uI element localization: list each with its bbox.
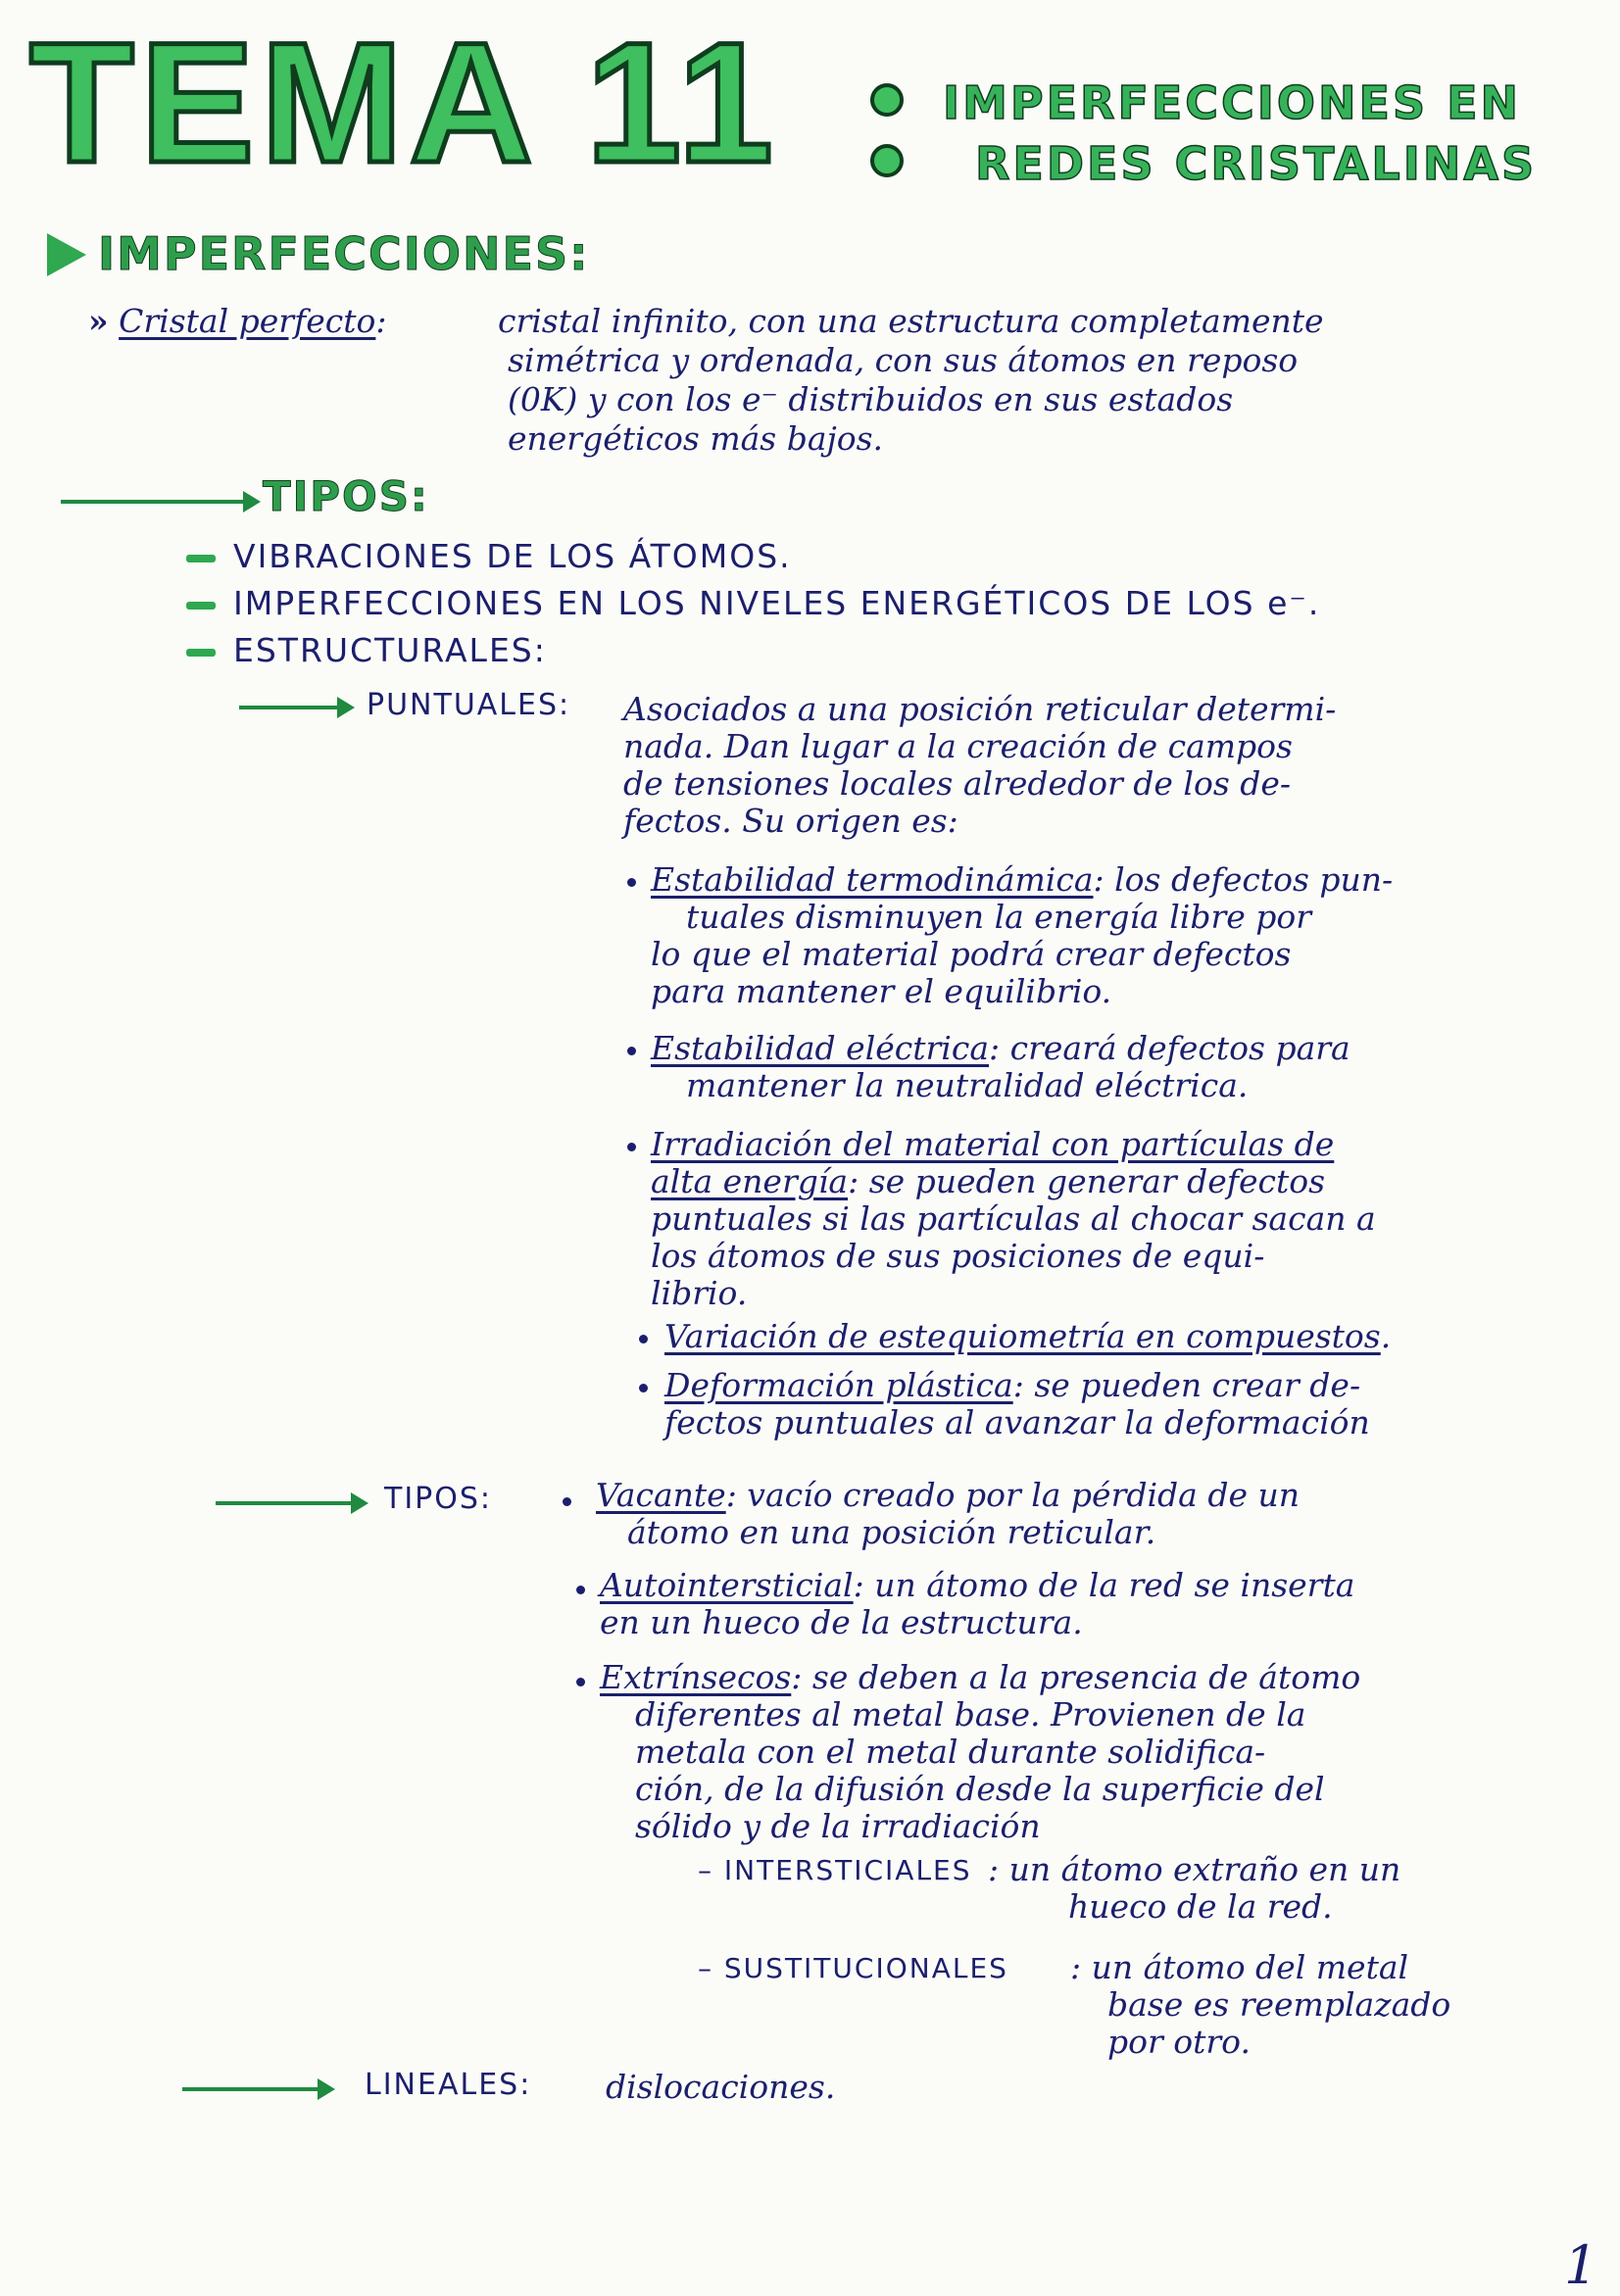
dash-icon — [186, 649, 216, 657]
tipo-item-1: VIBRACIONES DE LOS ÁTOMOS. — [233, 537, 792, 575]
tipo-extrinsecos-line-3: metala con el metal durante solidifica- — [635, 1733, 1266, 1771]
arrow-icon — [239, 706, 349, 709]
puntuales-line-1: Asociados a una posición reticular determi- — [623, 690, 1337, 728]
sub-intersticiales-line-2: hueco de la red. — [1068, 1887, 1333, 1926]
puntuales-line-2: nada. Dan lugar a la creación de campos — [623, 727, 1293, 765]
puntuales-line-3: de tensiones locales alrededor de los de- — [623, 764, 1292, 803]
page-title: TEMA 11 — [29, 8, 779, 199]
bullet-icon — [576, 1678, 585, 1686]
tipo-item-3: ESTRUCTURALES: — [233, 631, 547, 669]
origin-3-line-2: puntuales si las partículas al chocar sacan a — [651, 1199, 1376, 1238]
origin-2-line-2: mantener la neutralidad eléctrica. — [686, 1066, 1249, 1104]
puntuales-line-4: fectos. Su origen es: — [623, 802, 958, 840]
bullet-icon — [563, 1497, 571, 1506]
origin-5-line-2: fectos puntuales al avanzar la deformación — [664, 1403, 1370, 1441]
tipo-vacante: Vacante: vacío creado por la pérdida de un — [596, 1476, 1300, 1514]
triangle-bullet-icon — [47, 233, 86, 276]
lineales-label: LINEALES: — [365, 2068, 532, 2102]
title-colon — [870, 83, 909, 191]
lineales-text: dislocaciones. — [606, 2068, 836, 2106]
origin-3-line-3: los átomos de sus posiciones de equi- — [651, 1237, 1265, 1275]
cristal-term: Cristal perfecto — [119, 302, 376, 340]
sub-intersticiales: – INTERSTICIALES — [698, 1854, 972, 1886]
sub-sustitucionales-line-2: base es reemplazado — [1107, 1985, 1451, 2024]
arrow-icon — [216, 1501, 363, 1505]
bullet-icon — [627, 1047, 636, 1055]
cristal-def-1: cristal infinito, con una estructura completamente — [498, 302, 1324, 340]
origin-5: Deformación plástica: se pueden crear de- — [664, 1366, 1361, 1404]
cristal-def-4: energéticos más bajos. — [508, 419, 884, 458]
origin-3: alta energía: se pueden generar defectos — [651, 1162, 1326, 1200]
bullet-icon — [639, 1384, 648, 1392]
dash-icon — [186, 602, 216, 610]
origin-1-line-4: para mantener el equilibrio. — [651, 972, 1112, 1010]
sub-sustitucionales-line-1: : un átomo del metal — [1070, 1948, 1409, 1986]
cristal-def-3: (0K) y con los e⁻ distribuidos en sus estados — [508, 380, 1234, 418]
origin-2: Estabilidad eléctrica: creará defectos para — [651, 1029, 1350, 1067]
bullet-icon — [639, 1335, 648, 1343]
subtitle-line-2: REDES CRISTALINAS — [975, 137, 1538, 190]
bullet-icon — [576, 1586, 585, 1594]
tipo-extrinsecos: Extrínsecos: se deben a la presencia de átomo — [600, 1658, 1361, 1696]
origin-3-title: Irradiación del material con partículas de — [651, 1125, 1335, 1163]
origin-4: Variación de estequiometría en compuestos. — [664, 1317, 1392, 1355]
tipo-extrinsecos-line-4: ción, de la difusión desde la superficie del — [635, 1770, 1325, 1808]
tipos-title: TIPOS: — [263, 472, 429, 520]
origin-1-line-2: tuales disminuyen la energía libre por — [686, 898, 1312, 936]
sub-intersticiales-line-1: : un átomo extraño en un — [988, 1850, 1401, 1888]
tipo-autointersticial: Autointersticial: un átomo de la red se inserta — [600, 1566, 1355, 1604]
tipo-extrinsecos-line-2: diferentes al metal base. Provienen de la — [635, 1695, 1306, 1734]
tipo-extrinsecos-line-5: sólido y de la irradiación — [635, 1807, 1041, 1845]
origin-3-line-4: librio. — [651, 1274, 748, 1312]
subtitle-line-1: IMPERFECCIONES EN — [943, 76, 1522, 129]
bullet-icon — [627, 878, 636, 887]
puntuales-label: PUNTUALES: — [367, 688, 571, 722]
tipo-autointersticial-line-2: en un hueco de la estructura. — [600, 1603, 1083, 1641]
origin-1-line-3: lo que el material podrá crear defectos — [651, 935, 1292, 973]
bullet-icon — [627, 1143, 636, 1151]
tipos-puntuales-label: TIPOS: — [384, 1482, 493, 1516]
sub-sustitucionales-line-3: por otro. — [1107, 2023, 1251, 2061]
cristal-label: » Cristal perfecto: — [88, 302, 387, 340]
sub-sustitucionales: – SUSTITUCIONALES — [698, 1952, 1008, 1984]
origin-1: Estabilidad termodinámica: los defectos pun- — [651, 860, 1394, 899]
dash-icon — [186, 555, 216, 562]
section-title: IMPERFECCIONES: — [98, 227, 590, 280]
tipo-vacante-line-2: átomo en una posición reticular. — [627, 1513, 1156, 1551]
page-number: 1 — [1564, 2234, 1598, 2296]
arrow-icon — [61, 500, 255, 504]
arrow-icon — [182, 2087, 329, 2091]
tipo-item-2: IMPERFECCIONES EN LOS NIVELES ENERGÉTICOS DE LOS e⁻. — [233, 584, 1321, 622]
cristal-def-2: simétrica y ordenada, con sus átomos en reposo — [508, 341, 1299, 379]
